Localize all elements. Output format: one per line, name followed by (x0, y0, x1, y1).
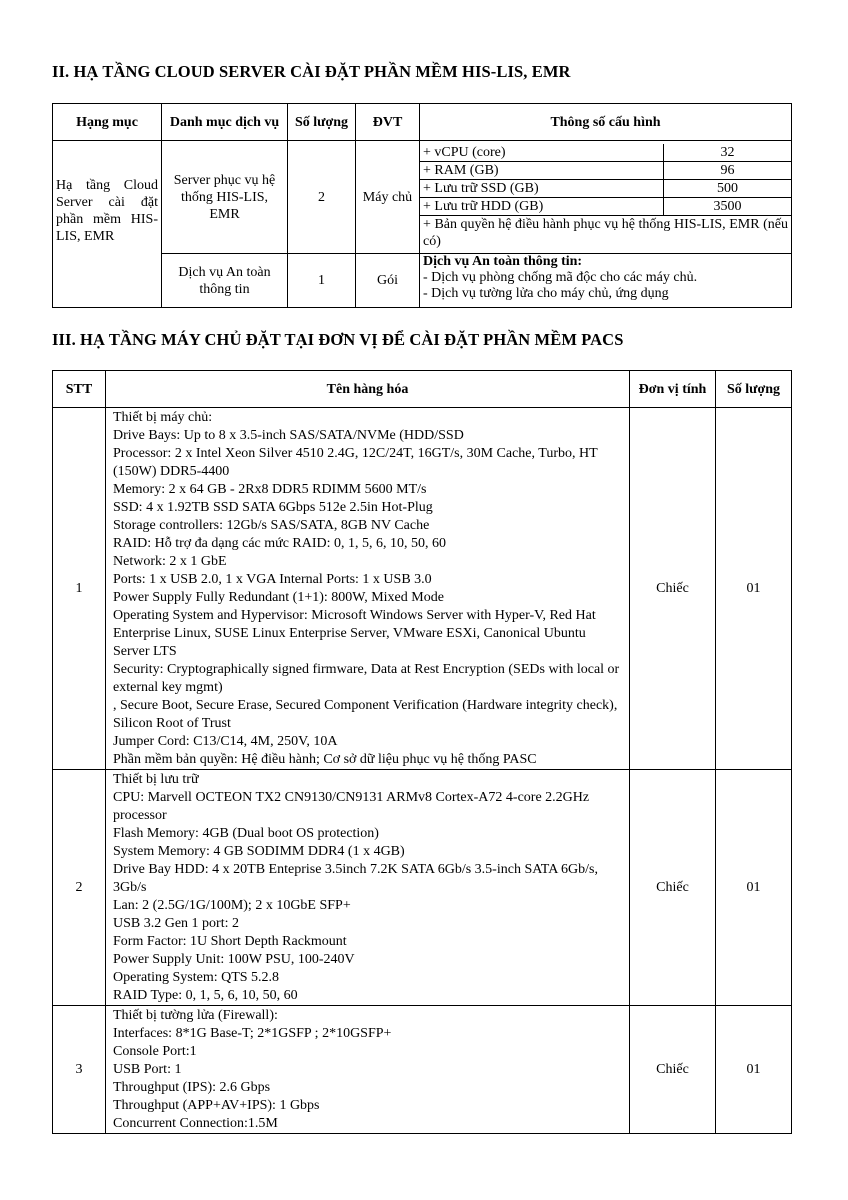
quantity-cell: 01 (716, 408, 792, 770)
desc-line: Drive Bay HDD: 4 x 20TB Enteprise 3.5inch 7.2K SATA 6Gb/s 3.5-inch SATA 6Gb/s, 3Gb/s (113, 862, 599, 895)
desc-line: Drive Bays: Up to 8 x 3.5-inch SAS/SATA/NVMe (HDD/SSD (113, 428, 464, 443)
desc-line: Lan: 2 (2.5G/1G/100M); 2 x 10GbE SFP+ (113, 898, 351, 913)
desc-line: Processor: 2 x Intel Xeon Silver 4510 2.4G, 12C/24T, 16GT/s, 30M Cache, Turbo, HT (150W) DDR5-4400 (113, 446, 598, 479)
desc-line: USB Port: 1 (113, 1062, 182, 1077)
spec-list (420, 144, 791, 250)
desc-line: Operating System and Hypervisor: Microsoft Windows Server with Hyper-V, Red Hat Enterprise Linux, SUSE Linux Enterprise Server, VMware ESXi, Canonical Ubuntu Server LTS (113, 608, 596, 659)
desc-line: Flash Memory: 4GB (Dual boot OS protection) (113, 826, 379, 841)
desc-line: Storage controllers: 12Gb/s SAS/SATA, 8GB NV Cache (113, 518, 430, 533)
table-header-row (53, 104, 792, 141)
desc-line: Network: 2 x 1 GbE (113, 554, 227, 569)
quantity-cell: 01 (716, 1006, 792, 1134)
spec-key: + Lưu trữ SSD (GB) (420, 180, 664, 198)
desc-line: Form Factor: 1U Short Depth Rackmount (113, 934, 347, 949)
security-line: - Dịch vụ phòng chống mã độc cho các máy chủ. (423, 270, 698, 285)
desc-line: CPU: Marvell OCTEON TX2 CN9130/CN9131 ARMv8 Cortex-A72 4-core 2.2GHz processor (113, 790, 590, 823)
desc-line: Thiết bị lưu trữ (113, 772, 199, 787)
desc-line: Jumper Cord: C13/C14, 4M, 250V, 10A (113, 734, 338, 749)
desc-line: USB 3.2 Gen 1 port: 2 (113, 916, 239, 931)
table-row (53, 770, 792, 1006)
desc-line: Ports: 1 x USB 2.0, 1 x VGA Internal Ports: 1 x USB 3.0 (113, 572, 432, 587)
desc-line: RAID: Hỗ trợ đa dạng các mức RAID: 0, 1, 5, 6, 10, 50, 60 (113, 536, 447, 551)
desc-line: Thiết bị máy chủ: (113, 410, 213, 425)
desc-line: Phần mềm bản quyền: Hệ điều hành; Cơ sở dữ liệu phục vụ hệ thống PASC (113, 752, 537, 767)
table-row (53, 408, 792, 770)
table-row (53, 1006, 792, 1134)
quantity-cell: 1 (288, 254, 356, 308)
spec-value: 96 (664, 162, 792, 180)
spec-value: 32 (664, 144, 792, 162)
stt-cell: 1 (53, 408, 106, 770)
col-header-quantity: Số lượng (716, 371, 792, 408)
desc-line: RAID Type: 0, 1, 5, 6, 10, 50, 60 (113, 988, 298, 1003)
desc-line: Power Supply Fully Redundant (1+1): 800W, Mixed Mode (113, 590, 444, 605)
desc-line: Memory: 2 x 64 GB - 2Rx8 DDR5 RDIMM 5600 MT/s (113, 482, 427, 497)
unit-cell: Gói (356, 254, 420, 308)
desc-line: Power Supply Unit: 100W PSU, 100-240V (113, 952, 355, 967)
desc-line: , Secure Boot, Secure Erase, Secured Component Verification (Hardware integrity check), Silicon Root of Trust (113, 698, 618, 731)
desc-line: SSD: 4 x 1.92TB SSD SATA 6Gbps 512e 2.5in Hot-Plug (113, 500, 433, 515)
unit-cell: Máy chủ (356, 141, 420, 254)
table-header-row (53, 371, 792, 408)
pacs-equipment-table (52, 370, 792, 1134)
spec-cell (420, 141, 792, 254)
col-header-specs: Thông số cấu hình (420, 104, 792, 141)
unit-cell: Chiếc (630, 770, 716, 1006)
security-title: Dịch vụ An toàn thông tin: (423, 254, 583, 269)
stt-cell: 3 (53, 1006, 106, 1134)
col-header-unit: Đơn vị tính (630, 371, 716, 408)
spec-value: 3500 (664, 198, 792, 216)
section-2-heading: II. HẠ TẦNG CLOUD SERVER CÀI ĐẶT PHẦN MỀM HIS-LIS, EMR (52, 62, 571, 81)
desc-line: Operating System: QTS 5.2.8 (113, 970, 280, 985)
desc-line: Throughput (IPS): 2.6 Gbps (113, 1080, 271, 1095)
service-cell: Server phục vụ hệ thống HIS-LIS, EMR (162, 141, 288, 254)
desc-line: Console Port:1 (113, 1044, 197, 1059)
table-row (53, 254, 792, 308)
desc-line: Security: Cryptographically signed firmware, Data at Rest Encryption (SEDs with local or external key mgmt) (113, 662, 620, 695)
security-spec-cell (420, 254, 792, 308)
cloud-server-table (52, 103, 792, 308)
desc-line: Throughput (APP+AV+IPS): 1 Gbps (113, 1098, 320, 1113)
desc-line: Concurrent Connection:1.5M (113, 1116, 278, 1131)
spec-value: 500 (664, 180, 792, 198)
unit-cell: Chiếc (630, 1006, 716, 1134)
spec-key: + RAM (GB) (420, 162, 664, 180)
section-3-heading: III. HẠ TẦNG MÁY CHỦ ĐẶT TẠI ĐƠN VỊ ĐỂ CÀI ĐẶT PHẦN MỀM PACS (52, 330, 624, 349)
service-cell: Dịch vụ An toàn thông tin (162, 254, 288, 308)
col-header-unit: ĐVT (356, 104, 420, 141)
desc-line: Interfaces: 8*1G Base-T; 2*1GSFP ; 2*10GSFP+ (113, 1026, 392, 1041)
item-description (106, 1006, 630, 1134)
table-row (53, 141, 792, 254)
desc-line: Thiết bị tường lửa (Firewall): (113, 1008, 278, 1023)
desc-line: System Memory: 4 GB SODIMM DDR4 (1 x 4GB) (113, 844, 405, 859)
spec-note: + Bản quyền hệ điều hành phục vụ hệ thống HIS-LIS, EMR (nếu có) (423, 217, 788, 249)
quantity-cell: 01 (716, 770, 792, 1006)
col-header-item-name: Tên hàng hóa (106, 371, 630, 408)
unit-cell: Chiếc (630, 408, 716, 770)
category-cell: Hạ tầng Cloud Server cài đặt phần mềm HIS-LIS, EMR (53, 141, 162, 308)
item-description (106, 770, 630, 1006)
spec-key: + Lưu trữ HDD (GB) (420, 198, 664, 216)
item-description (106, 408, 630, 770)
col-header-category: Hạng mục (53, 104, 162, 141)
quantity-cell: 2 (288, 141, 356, 254)
stt-cell: 2 (53, 770, 106, 1006)
spec-key: + vCPU (core) (420, 144, 664, 162)
security-line: - Dịch vụ tường lửa cho máy chủ, ứng dụng (423, 286, 669, 301)
col-header-quantity: Số lượng (288, 104, 356, 141)
col-header-stt: STT (53, 371, 106, 408)
col-header-service: Danh mục dịch vụ (162, 104, 288, 141)
